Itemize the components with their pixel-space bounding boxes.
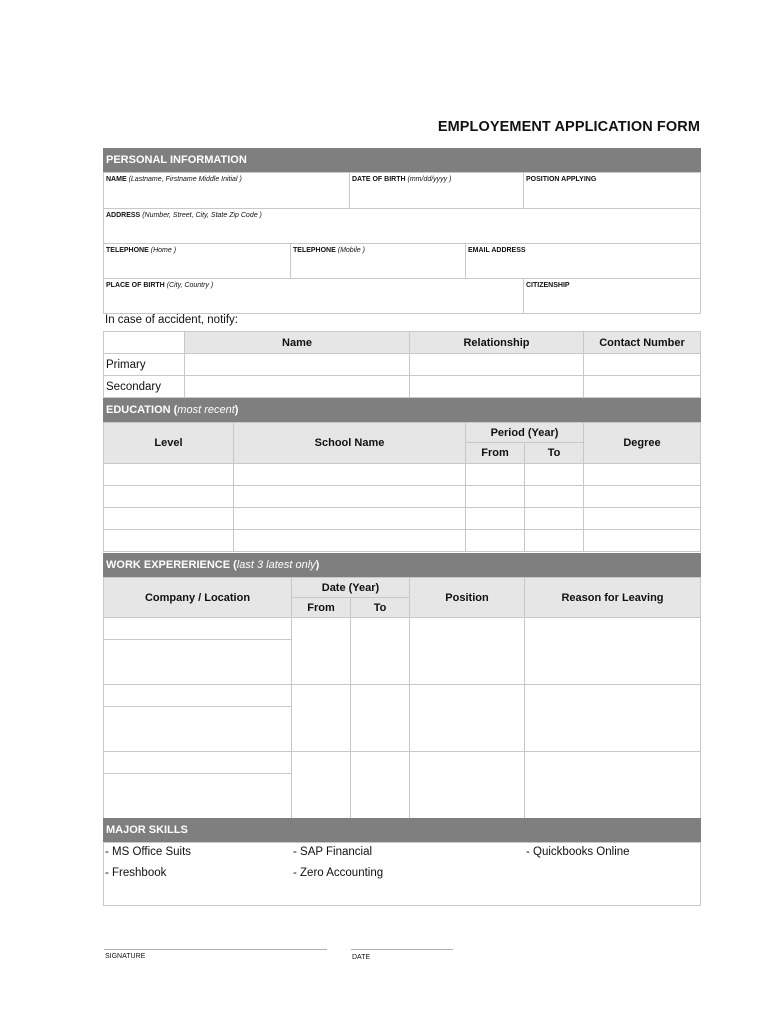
emergency-col-name: Name xyxy=(184,331,410,354)
education-col-school: School Name xyxy=(233,422,466,464)
work-to-cell[interactable] xyxy=(350,617,410,685)
major-skills-header-text: MAJOR SKILLS xyxy=(106,824,188,836)
date-line[interactable] xyxy=(351,949,453,950)
secondary-name-cell[interactable] xyxy=(184,375,410,398)
edu-from-cell[interactable] xyxy=(465,529,525,552)
work-location-cell[interactable] xyxy=(103,639,292,685)
citizenship-field[interactable] xyxy=(523,278,701,314)
education-col-degree: Degree xyxy=(583,422,701,464)
skill-item: - MS Office Suits xyxy=(105,846,192,858)
edu-level-cell[interactable] xyxy=(103,463,234,486)
work-reason-cell[interactable] xyxy=(524,751,701,819)
emergency-col-relationship: Relationship xyxy=(409,331,584,354)
work-header-text: WORK EXPERERIENCE ( xyxy=(106,559,237,571)
edu-school-cell[interactable] xyxy=(233,463,466,486)
edu-to-cell[interactable] xyxy=(524,507,584,530)
skill-item: - Freshbook xyxy=(105,867,167,879)
work-col-reason: Reason for Leaving xyxy=(524,577,701,618)
dob-field[interactable] xyxy=(349,172,524,209)
primary-relationship-cell[interactable] xyxy=(409,353,584,376)
work-col-position: Position xyxy=(409,577,525,618)
edu-degree-cell[interactable] xyxy=(583,463,701,486)
edu-to-cell[interactable] xyxy=(524,529,584,552)
education-header xyxy=(103,398,701,422)
major-skills-header xyxy=(103,818,701,842)
work-experience-header xyxy=(103,553,701,577)
primary-contact-cell[interactable] xyxy=(583,353,701,376)
work-position-cell[interactable] xyxy=(409,751,525,819)
work-header-close: ) xyxy=(315,559,320,571)
education-col-to: To xyxy=(524,442,584,464)
telephone-home-hint: (Home ) xyxy=(150,247,177,254)
skill-item: - SAP Financial xyxy=(293,846,373,858)
place-of-birth-hint: (City, Country ) xyxy=(166,282,214,289)
edu-from-cell[interactable] xyxy=(465,463,525,486)
education-col-period: Period (Year) xyxy=(465,422,584,443)
work-header-note: last 3 latest only xyxy=(236,559,316,571)
address-label: ADDRESS xyxy=(106,212,141,219)
edu-to-cell[interactable] xyxy=(524,485,584,508)
work-to-cell[interactable] xyxy=(350,684,410,752)
place-of-birth-label: PLACE OF BIRTH xyxy=(106,282,165,289)
edu-from-cell[interactable] xyxy=(465,485,525,508)
citizenship-label: CITIZENSHIP xyxy=(526,282,570,289)
date-label: DATE xyxy=(352,954,371,961)
work-location-cell[interactable] xyxy=(103,773,292,819)
work-reason-cell[interactable] xyxy=(524,617,701,685)
position-applying-field[interactable] xyxy=(523,172,701,209)
secondary-contact-cell[interactable] xyxy=(583,375,701,398)
emergency-corner-cell xyxy=(103,331,185,354)
emergency-col-contact: Contact Number xyxy=(583,331,701,354)
work-from-cell[interactable] xyxy=(291,684,351,752)
work-company-cell[interactable] xyxy=(103,751,292,774)
secondary-relationship-cell[interactable] xyxy=(409,375,584,398)
name-label: NAME xyxy=(106,176,127,183)
emergency-row-secondary: Secondary xyxy=(103,375,185,398)
work-position-cell[interactable] xyxy=(409,617,525,685)
work-col-date: Date (Year) xyxy=(291,577,410,598)
place-of-birth-field[interactable] xyxy=(103,278,524,314)
edu-level-cell[interactable] xyxy=(103,485,234,508)
personal-info-header-text: PERSONAL INFORMATION xyxy=(106,154,247,166)
skill-item: - Quickbooks Online xyxy=(526,846,630,858)
email-label: EMAIL ADDRESS xyxy=(468,247,526,254)
work-to-cell[interactable] xyxy=(350,751,410,819)
emergency-caption: In case of accident, notify: xyxy=(105,314,238,326)
address-field[interactable] xyxy=(103,208,701,244)
education-col-level: Level xyxy=(103,422,234,464)
edu-degree-cell[interactable] xyxy=(583,485,701,508)
work-location-cell[interactable] xyxy=(103,706,292,752)
work-position-cell[interactable] xyxy=(409,684,525,752)
position-applying-label: POSITION APPLYING xyxy=(526,176,597,183)
name-field[interactable] xyxy=(103,172,350,209)
signature-line[interactable] xyxy=(104,949,327,950)
email-field[interactable] xyxy=(465,243,701,279)
edu-school-cell[interactable] xyxy=(233,529,466,552)
address-hint: (Number, Street, City, State Zip Code ) xyxy=(142,212,262,219)
edu-school-cell[interactable] xyxy=(233,507,466,530)
work-from-cell[interactable] xyxy=(291,617,351,685)
primary-name-cell[interactable] xyxy=(184,353,410,376)
education-col-from: From xyxy=(465,442,525,464)
education-header-close: ) xyxy=(234,404,239,416)
name-hint: (Lastname, Firstname Middle Initial ) xyxy=(128,176,242,183)
telephone-home-label: TELEPHONE xyxy=(106,247,149,254)
work-company-cell[interactable] xyxy=(103,684,292,707)
work-company-cell[interactable] xyxy=(103,617,292,640)
edu-degree-cell[interactable] xyxy=(583,507,701,530)
education-header-text: EDUCATION ( xyxy=(106,404,178,416)
work-reason-cell[interactable] xyxy=(524,684,701,752)
telephone-mobile-field[interactable] xyxy=(290,243,466,279)
education-header-note: most recent xyxy=(177,404,235,416)
work-col-company: Company / Location xyxy=(103,577,292,618)
dob-label: DATE OF BIRTH xyxy=(352,176,406,183)
edu-level-cell[interactable] xyxy=(103,529,234,552)
work-col-to: To xyxy=(350,597,410,618)
signature-label: SIGNATURE xyxy=(105,953,146,960)
edu-school-cell[interactable] xyxy=(233,485,466,508)
telephone-mobile-hint: (Mobile ) xyxy=(337,247,365,254)
form-title: EMPLOYEMENT APPLICATION FORM xyxy=(437,119,700,135)
work-col-from: From xyxy=(291,597,351,618)
emergency-row-primary: Primary xyxy=(103,353,185,376)
telephone-home-field[interactable] xyxy=(103,243,291,279)
work-from-cell[interactable] xyxy=(291,751,351,819)
edu-from-cell[interactable] xyxy=(465,507,525,530)
dob-hint: (mm/dd/yyyy ) xyxy=(407,176,452,183)
skill-item: - Zero Accounting xyxy=(293,867,384,879)
personal-info-header xyxy=(103,148,701,172)
edu-level-cell[interactable] xyxy=(103,507,234,530)
telephone-mobile-label: TELEPHONE xyxy=(293,247,336,254)
edu-degree-cell[interactable] xyxy=(583,529,701,552)
edu-to-cell[interactable] xyxy=(524,463,584,486)
